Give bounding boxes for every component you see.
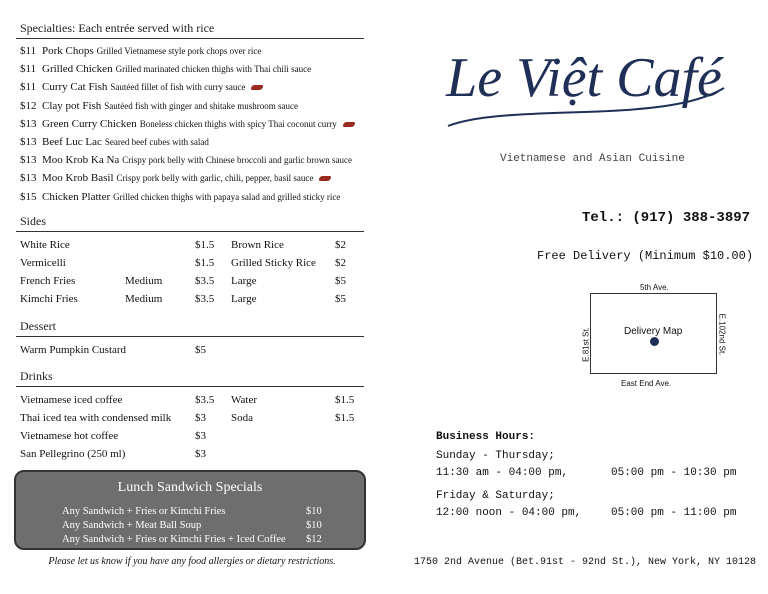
specialty-row (20, 136, 209, 148)
specialty-price: $13 (20, 172, 37, 185)
lunch-item-price: $12 (306, 534, 322, 545)
drink-item-name: San Pellegrino (250 ml) (20, 448, 126, 460)
specialty-name: Beef Luc Lac (42, 136, 102, 148)
specialty-price: $11 (20, 81, 37, 94)
side-item-name: White Rice (20, 239, 70, 251)
side-item-price: $1.5 (195, 257, 215, 269)
drink-item-name: Vietnamese iced coffee (20, 394, 123, 406)
lunch-item-price: $10 (306, 520, 322, 531)
hours-title: Business Hours: (436, 431, 536, 443)
hours-weekday-lunch: 11:30 am - 04:00 pm, (436, 467, 569, 479)
side-item-size: Medium (125, 275, 163, 287)
side-item-price: $5 (335, 293, 346, 305)
drink-item-price: $1.5 (335, 412, 355, 424)
lunch-item-name: Any Sandwich + Fries or Kimchi Fries + Iced Coffee (62, 534, 286, 545)
chili-icon (319, 176, 331, 181)
specialty-price: $13 (20, 136, 37, 148)
specialty-price: $13 (20, 154, 37, 167)
side-item-price: $5 (335, 275, 346, 287)
drink-item-name: Soda (231, 412, 253, 424)
lunch-specials-box (14, 470, 366, 550)
side-item-name: Large (231, 275, 257, 287)
side-item-name: Vermicelli (20, 257, 66, 269)
side-item-name: Kimchi Fries (20, 293, 78, 305)
specialty-name: Curry Cat Fish (42, 81, 108, 94)
drink-item-name: Water (231, 394, 257, 406)
lunch-item-name: Any Sandwich + Meat Ball Soup (62, 520, 202, 531)
specialty-desc: Seared beef cubes with salad (104, 137, 209, 147)
phone-number[interactable]: Tel.: (917) 388-3897 (582, 210, 751, 226)
hours-weekday-label: Sunday - Thursday; (436, 450, 555, 462)
specialties-title: Specialties: Each entrée served with rice (20, 21, 215, 35)
lunch-specials-title: Lunch Sandwich Specials (117, 480, 263, 495)
specialty-row (20, 118, 355, 130)
hours-weekend-dinner: 05:00 pm - 11:00 pm (611, 507, 737, 519)
drink-item-price: $1.5 (335, 394, 355, 406)
specialty-row (20, 172, 331, 184)
hours-weekday-dinner: 05:00 pm - 10:30 pm (611, 467, 737, 479)
brand-logo (434, 30, 734, 140)
specialty-desc: Crispy pork belly with Chinese broccoli and garlic brown sauce (122, 155, 352, 166)
hours-weekend-label: Friday & Saturday; (436, 490, 555, 502)
specialty-name: Clay pot Fish (42, 99, 102, 112)
divider (16, 386, 364, 387)
specialty-desc: Grilled chicken thighs with papaya salad and grilled sticky rice (113, 191, 341, 202)
specialty-row (20, 45, 261, 57)
specialty-price: $13 (20, 117, 37, 130)
dessert-title: Dessert (20, 319, 56, 333)
map-title: Delivery Map (624, 326, 683, 337)
dessert-item-price: $5 (195, 344, 206, 356)
specialty-price: $11 (20, 63, 37, 76)
map-location-marker (650, 337, 659, 346)
logo-wordmark: Le Việt Café (446, 47, 722, 109)
specialty-desc: Sautéed fillet of fish with curry sauce (110, 82, 246, 93)
drink-item-price: $3 (195, 448, 206, 460)
drink-item-price: $3 (195, 430, 206, 442)
specialty-desc: Sautéed fish with ginger and shitake mushroom sauce (104, 100, 299, 111)
chili-icon (343, 122, 355, 127)
specialty-desc: Grilled Vietnamese style pork chops over rice (96, 46, 262, 56)
specialty-name: Moo Krob Ka Na (42, 154, 120, 167)
specialty-name: Green Curry Chicken (42, 117, 137, 130)
specialty-desc: Boneless chicken thighs with spicy Thai coconut curry (139, 118, 337, 129)
side-item-price: $1.5 (195, 239, 215, 251)
lunch-item-price: $10 (306, 506, 322, 517)
specialty-row (20, 100, 298, 112)
chili-icon (251, 85, 263, 90)
divider (16, 38, 364, 39)
specialty-desc: Grilled marinated chicken thighs with Thai chili sauce (115, 64, 312, 75)
specialty-row (20, 191, 340, 203)
brand-subtitle: Vietnamese and Asian Cuisine (500, 153, 685, 165)
divider (16, 231, 364, 232)
specialty-row (20, 154, 352, 166)
drink-item-price: $3 (195, 412, 206, 424)
lunch-item-name: Any Sandwich + Fries or Kimchi Fries (62, 506, 226, 517)
side-item-price: $2 (335, 257, 346, 269)
side-item-size: Medium (125, 293, 163, 305)
map-street-left: E.81st St. (581, 327, 591, 362)
specialty-row (20, 81, 263, 93)
specialty-price: $15 (20, 190, 37, 203)
address: 1750 2nd Avenue (Bet.91st - 92nd St.), New York, NY 10128 (414, 557, 757, 568)
side-item-name: Brown Rice (231, 239, 284, 251)
specialty-row (20, 63, 311, 75)
map-street-bottom: East End Ave. (621, 379, 672, 388)
drink-item-name: Thai iced tea with condensed milk (20, 412, 172, 424)
sides-title: Sides (20, 214, 47, 228)
side-item-name: French Fries (20, 275, 76, 287)
specialty-name: Moo Krob Basil (42, 172, 114, 185)
dessert-item-name: Warm Pumpkin Custard (20, 344, 127, 356)
allergy-note: Please let us know if you have any food allergies or dietary restrictions. (48, 556, 336, 567)
divider (16, 336, 364, 337)
hours-weekend-lunch: 12:00 noon - 04:00 pm, (436, 507, 582, 519)
specialty-name: Chicken Platter (42, 190, 111, 203)
specialty-name: Grilled Chicken (42, 63, 113, 76)
specialty-name: Pork Chops (42, 45, 94, 57)
drink-item-price: $3.5 (195, 394, 215, 406)
delivery-note: Free Delivery (Minimum $10.00) (537, 249, 754, 263)
side-item-name: Large (231, 293, 257, 305)
map-street-right: E.102nd St. (717, 313, 727, 356)
side-item-price: $3.5 (195, 293, 215, 305)
specialty-price: $12 (20, 99, 37, 112)
drink-item-name: Vietnamese hot coffee (20, 430, 119, 442)
side-item-price: $3.5 (195, 275, 215, 287)
side-item-price: $2 (335, 239, 346, 251)
specialty-price: $11 (20, 45, 37, 57)
specialty-desc: Crispy pork belly with garlic, chili, pepper, basil sauce (116, 173, 314, 184)
drinks-title: Drinks (20, 369, 53, 383)
map-street-top: 5th Ave. (640, 283, 669, 292)
side-item-name: Grilled Sticky Rice (231, 257, 316, 269)
